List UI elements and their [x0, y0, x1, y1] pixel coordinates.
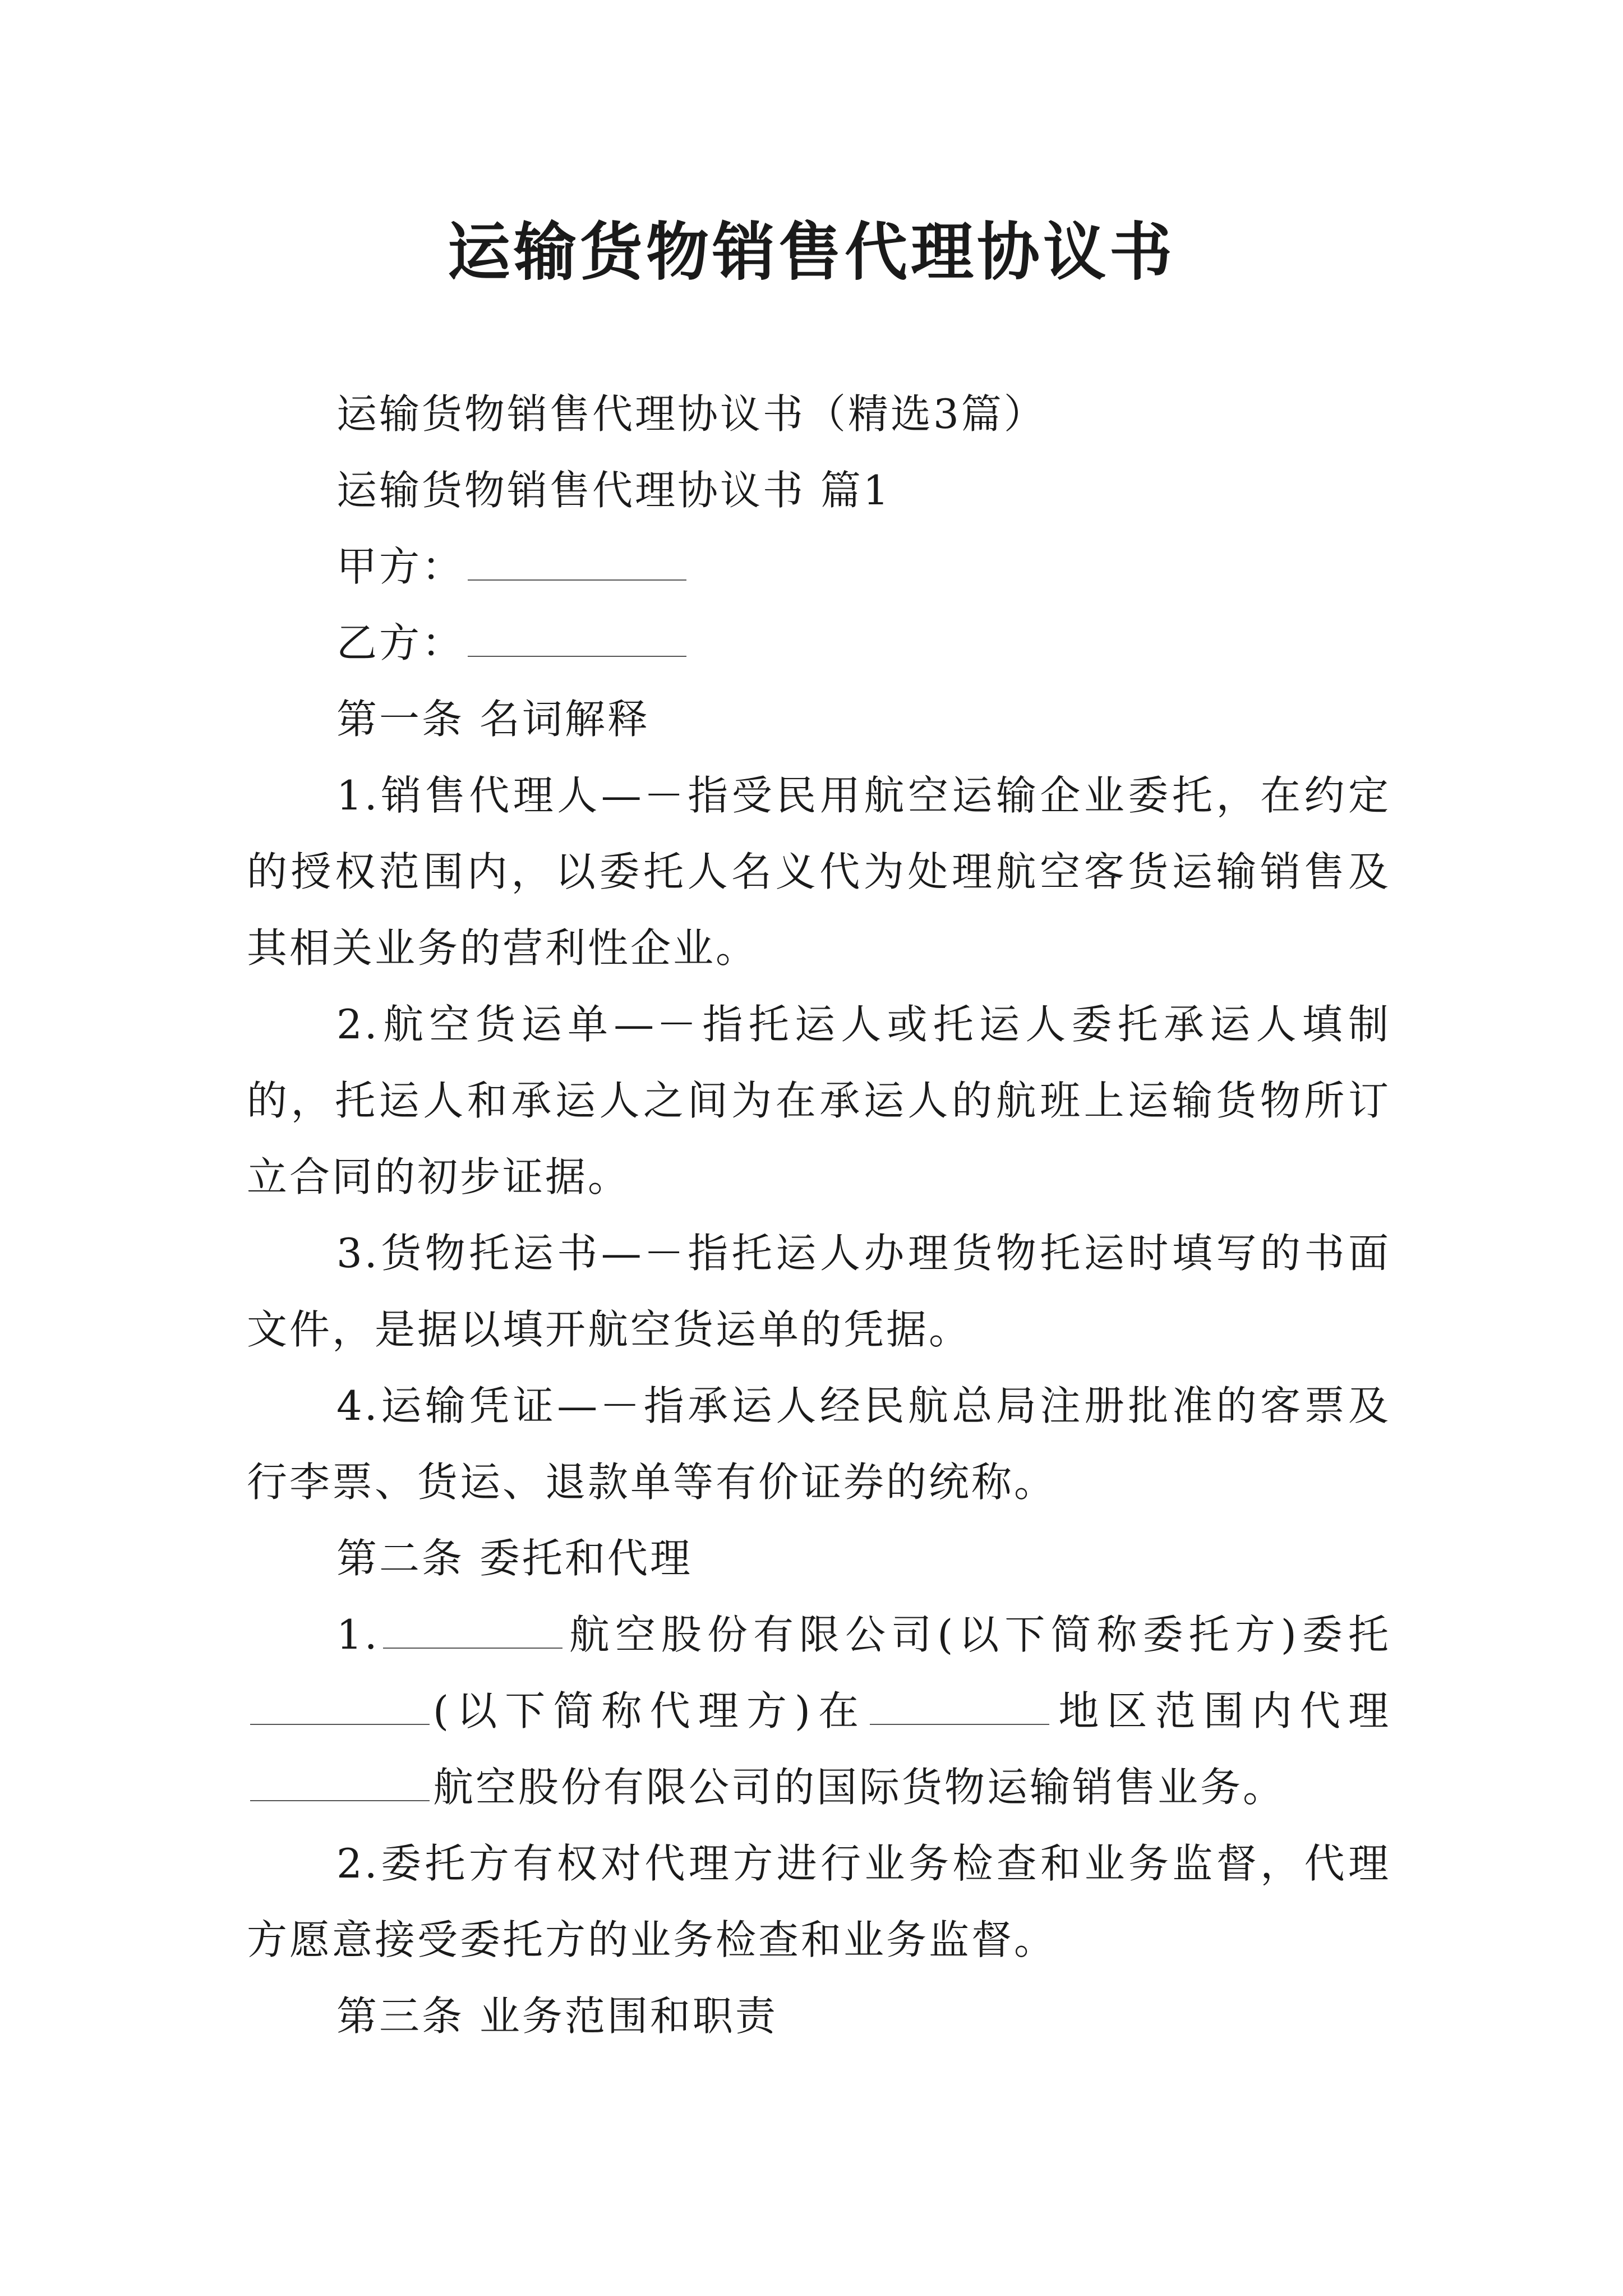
- subtitle-line: 运输货物销售代理协议书（精选3篇）: [336, 390, 1046, 438]
- article-1-heading: 第一条 名词解释: [336, 696, 650, 743]
- article-2-item-1-text-c: 地区范围内代理: [1053, 1687, 1391, 1734]
- article-2-item-2: 2.委托方有权对代理方进行业务检查和业务监督，代理方愿意接受委托方的业务检查和业务监督。: [247, 1840, 1391, 1963]
- party-a-label: 甲方：: [336, 543, 465, 590]
- article-1-item-1: 1.销售代理人—－指受民用航空运输企业委托，在约定的授权范围内，以委托人名义代为处理航空客货运输销售及其相关业务的营利性企业。: [247, 772, 1391, 972]
- article-1-item-4: 4.运输凭证—－指承运人经民航总局注册批准的客票及行李票、货运、退款单等有价证券的统称。: [247, 1382, 1391, 1506]
- party-a-blank: [468, 543, 686, 581]
- article-2-item-1: [247, 1596, 1391, 1825]
- airline-name-blank-2: [250, 1764, 430, 1801]
- airline-name-blank: [383, 1611, 562, 1649]
- document-title: 运输货物销售代理协议书: [448, 216, 1175, 289]
- article-2-heading: 第二条 委托和代理: [336, 1535, 693, 1582]
- party-a-line: [247, 528, 1391, 605]
- part-heading: 运输货物销售代理协议书 篇1: [336, 467, 891, 514]
- article-2-item-1-text-b: (以下简称代理方)在: [433, 1687, 867, 1734]
- party-b-label: 乙方：: [336, 619, 465, 666]
- article-1-item-2: 2.航空货运单—－指托运人或托运人委托承运人填制的，托运人和承运人之间为在承运人的航班上运输货物所订立合同的初步证据。: [247, 1001, 1391, 1200]
- party-b-blank: [468, 619, 686, 657]
- agent-name-blank: [250, 1687, 430, 1725]
- document-body: [247, 376, 1391, 2054]
- article-2-item-1-text-d: 航空股份有限公司的国际货物运输销售业务。: [433, 1764, 1286, 1811]
- region-blank: [870, 1687, 1049, 1725]
- article-2-item-1-number: 1.: [336, 1611, 380, 1658]
- article-3-heading: 第三条 业务范围和职责: [336, 1993, 778, 2040]
- article-1-item-3: 3.货物托运书—－指托运人办理货物托运时填写的书面文件，是据以填开航空货运单的凭据。: [247, 1230, 1391, 1353]
- article-2-item-1-text-a: 航空股份有限公司(以下简称委托方)委托: [565, 1611, 1391, 1658]
- party-b-line: [247, 605, 1391, 681]
